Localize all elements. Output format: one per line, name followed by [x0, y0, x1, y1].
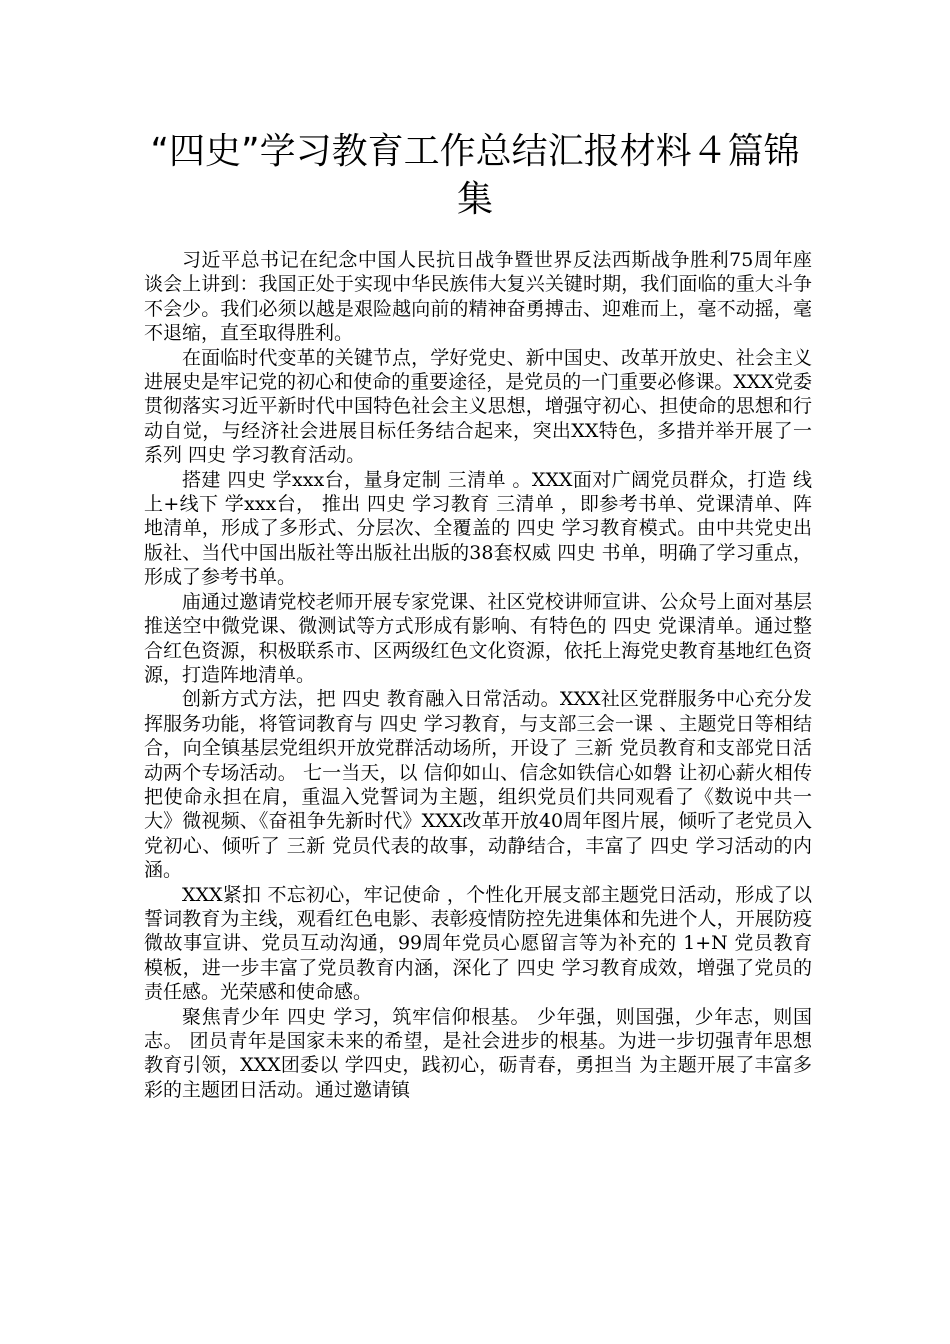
paragraph-2: 在面临时代变革的关键节点，学好党史、新中国史、改革开放史、社会主义进展史是牢记党的初心和使命的重要途径，是党员的一门重要必修课。XXX党委贯彻落实习近平新时代中国特色社会主义思想，增强守初心、担使命的思想和行动自觉，与经济社会进展目标任务结合起来，突出XX特色，多措并举开展了一系列 四史 学习教育活动。 — [144, 346, 812, 467]
paragraph-6: XXX紧扣 不忘初心，牢记使命 ，个性化开展支部主题党日活动，形成了以誓词教育为主线，观看红色电影、表彰疫情防控先进集体和先进个人，开展防疫微故事宣讲、党员互动沟通，99周年党员心愿留言等为补充的 1+N 党员教育模板，进一步丰富了党员教育内涵，深化了 四史 学习教育成效，增强了党员的责任感。光荣感和使命感。 — [144, 883, 812, 1004]
document-title: “四史”学习教育工作总结汇报材料４篇锦集 — [150, 131, 800, 220]
paragraph-1: 习近平总书记在纪念中国人民抗日战争暨世界反法西斯战争胜利75周年座谈会上讲到：我国正处于实现中华民族伟大复兴关键时期，我们面临的重大斗争不会少。我们必须以越是艰险越向前的精神奋勇搏击、迎难而上，毫不动摇，毫不退缩，直至取得胜利。 — [144, 249, 812, 345]
document-body — [144, 248, 812, 1102]
paragraph-4: 庙通过邀请党校老师开展专家党课、社区党校讲师宣讲、公众号上面对基层推送空中微党课、微测试等方式形成有影响、有特色的 四史 党课清单。通过整合红色资源，积极联系市、区两级红色文化资源，依托上海党史教育基地红色资源，打造阵地清单。 — [144, 590, 812, 686]
paragraph-7: 聚焦青少年 四史 学习，筑牢信仰根基。 少年强，则国强，少年志，则国志。 团员青年是国家未来的希望，是社会进步的根基。为进一步切强青年思想教育引领，XXX团委以 学四史，践初心，砺青春，勇担当 为主题开展了丰富多彩的主题团日活动。通过邀请镇 — [144, 1005, 812, 1101]
paragraph-3: 搭建 四史 学xxx台，量身定制 三清单 。XXX面对广阔党员群众，打造 线上+线下 学xxx台， 推出 四史 学习教育 三清单 ，即参考书单、党课清单、阵地清单，形成了多形式、分层次、全覆盖的 四史 学习教育模式。由中共党史出版社、当代中国出版社等出版社出版的38套权威 四史 书单，明确了学习重点，形成了参考书单。 — [144, 468, 812, 589]
paragraph-5: 创新方式方法，把 四史 教育融入日常活动。XXX社区党群服务中心充分发挥服务功能，将管词教育与 四史 学习教育，与支部三会一课 、主题党日等相结合，向全镇基层党组织开放党群活动场所，开设了 三新 党员教育和支部党日活动两个专场活动。 七一当天，以 信仰如山、信念如铁信心如磐 让初心薪火相传 把使命永担在肩，重温入党誓词为主题，组织党员们共同观看了《数说中共一大》微视频、《奋祖争先新时代》XXX改革开放40周年图片展，倾听了老党员入党初心、倾听了 三新 党员代表的故事，动静结合，丰富了 四史 学习活动的内涵。 — [144, 688, 812, 882]
